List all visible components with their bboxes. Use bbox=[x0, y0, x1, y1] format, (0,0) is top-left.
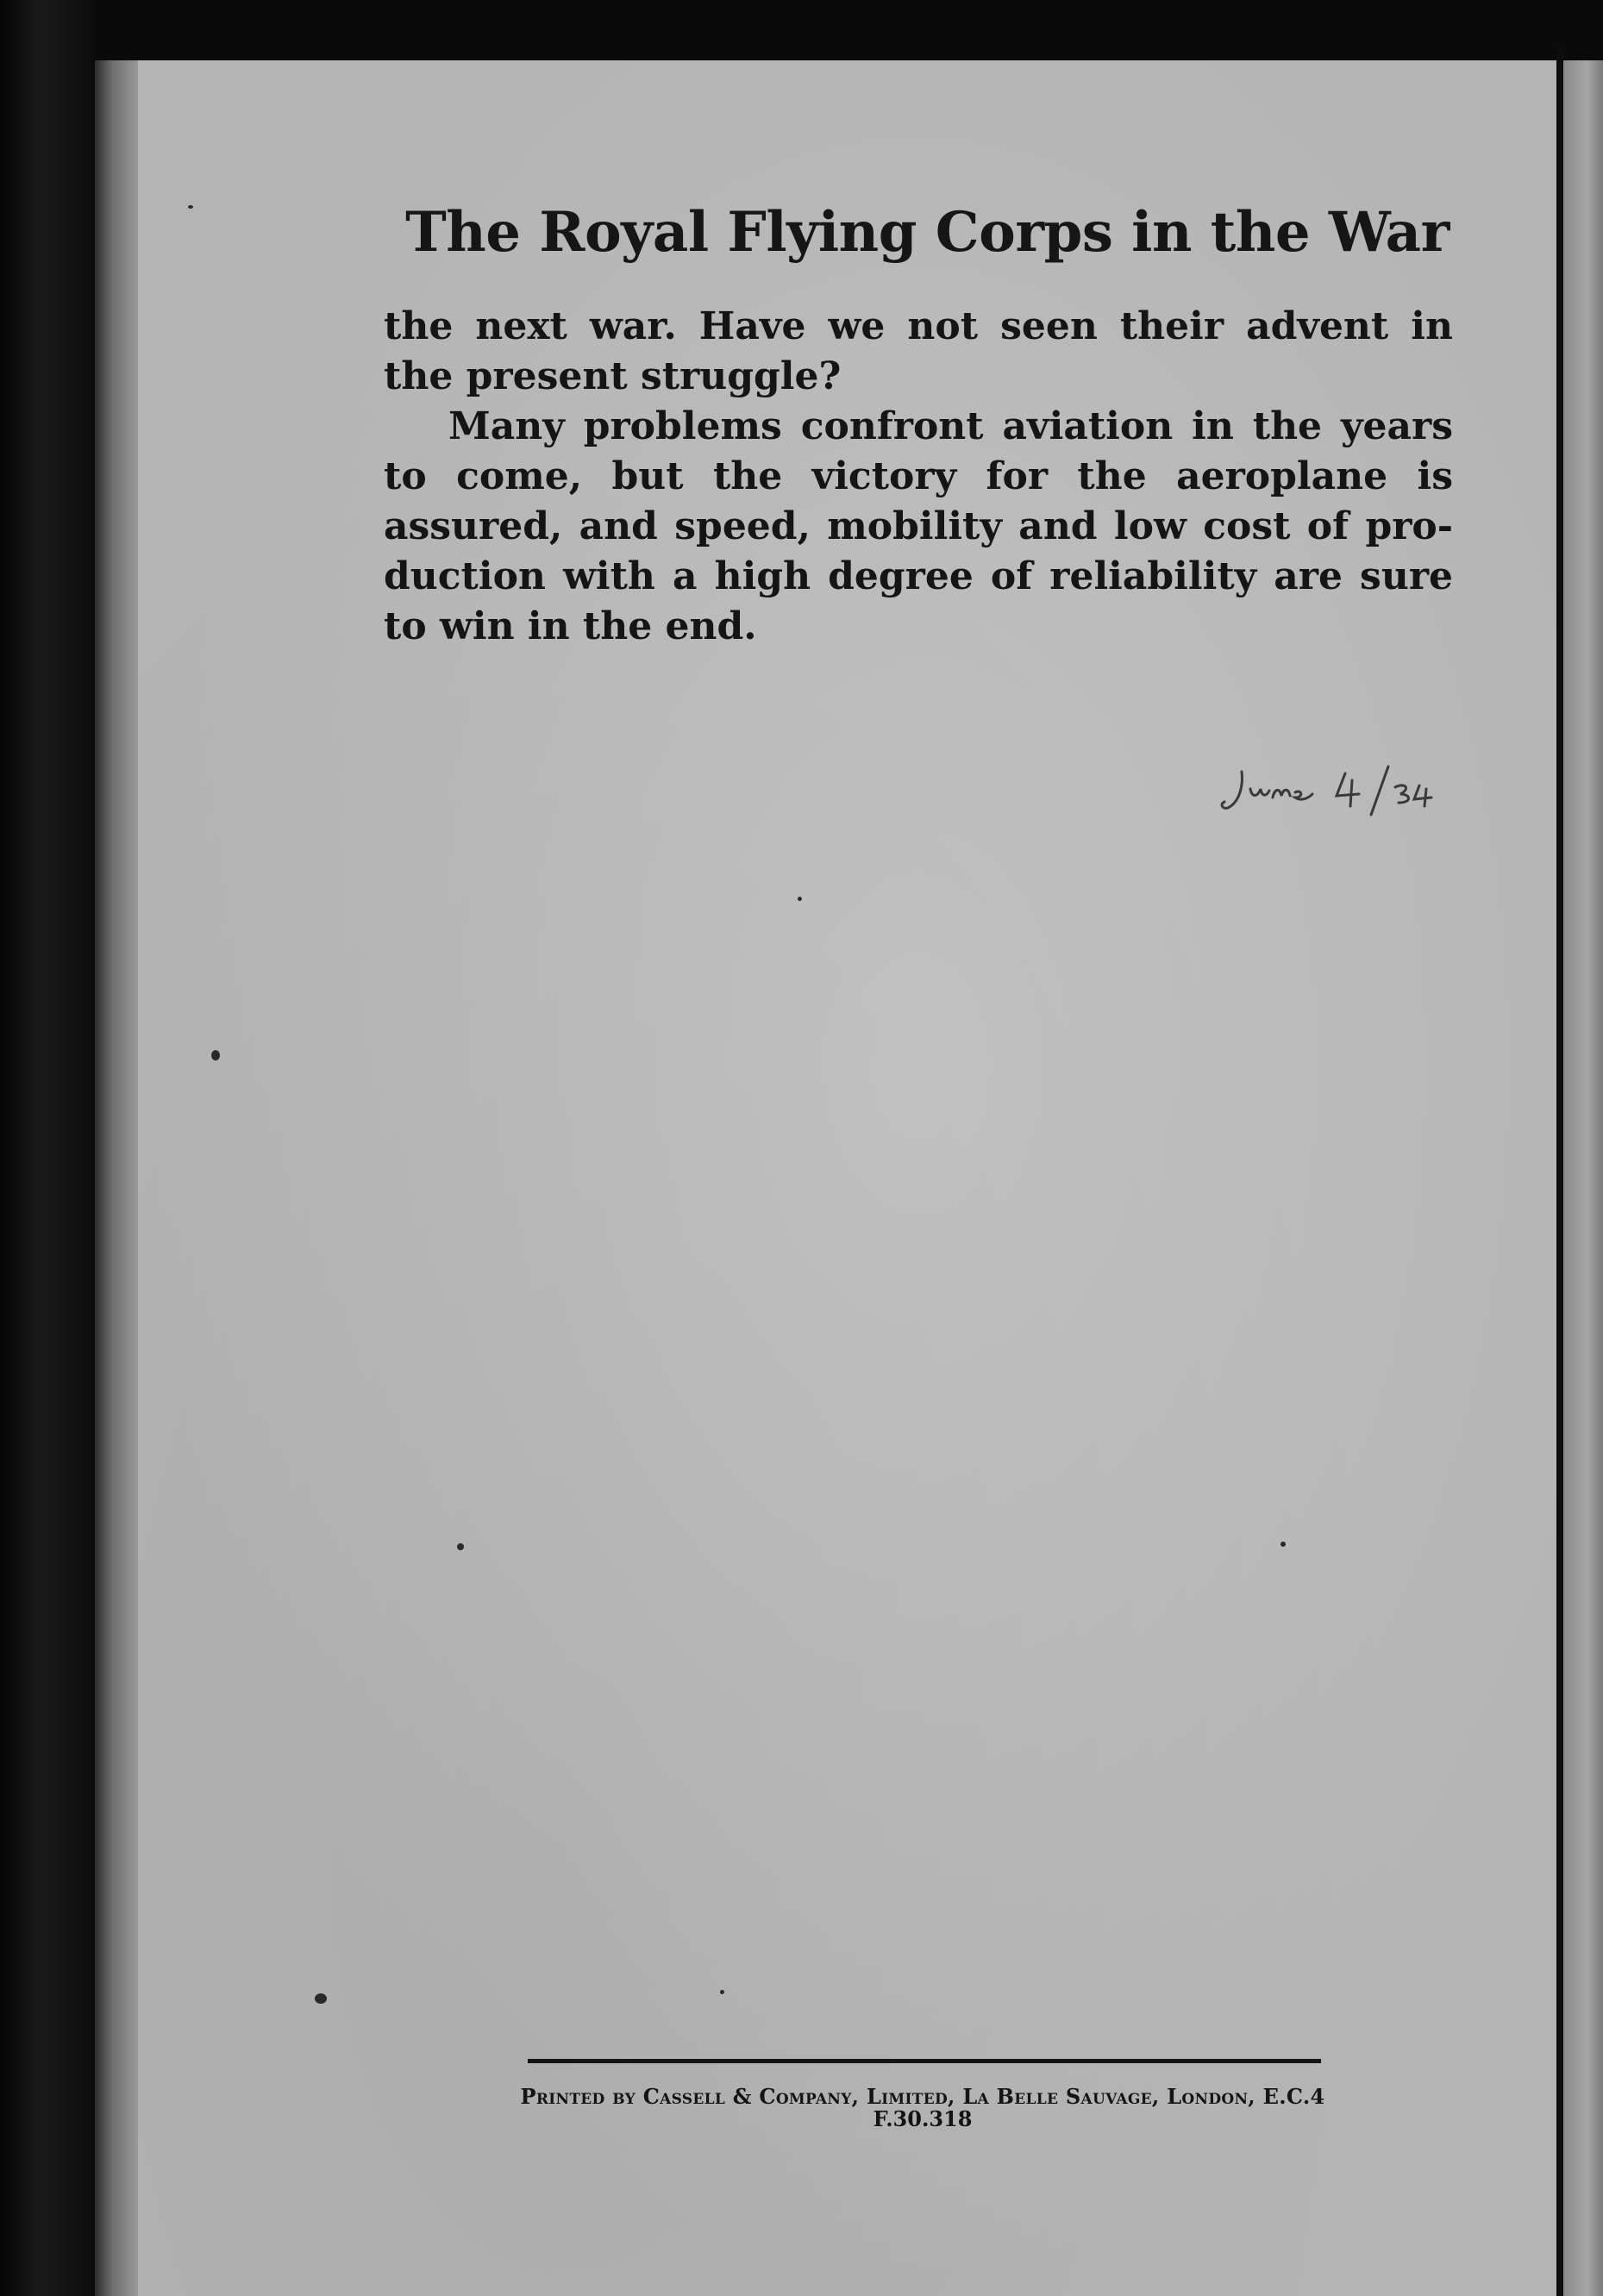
scan-top-border bbox=[0, 0, 1603, 60]
handwriting-signature-image bbox=[1216, 754, 1457, 823]
body-line: to win in the end. bbox=[384, 604, 757, 648]
paper-speck bbox=[798, 897, 802, 901]
printer-code: F.30.318 bbox=[873, 2106, 973, 2131]
paper-speck bbox=[211, 1050, 220, 1060]
body-line: assured, and speed, mobility and low cost of pro- bbox=[384, 504, 1453, 548]
paper-speck bbox=[315, 1993, 327, 2004]
body-line: duction with a high degree of reliability are sure bbox=[384, 554, 1453, 598]
paper-speck bbox=[188, 205, 193, 209]
imprint-rule bbox=[528, 2059, 1321, 2063]
paragraph-first-line: Many problems confront aviation in the years bbox=[448, 404, 1453, 448]
body-text bbox=[384, 302, 1453, 652]
paper-speck bbox=[720, 1990, 724, 1994]
paper-speck bbox=[457, 1543, 464, 1550]
body-line: the present struggle? bbox=[384, 354, 842, 398]
facing-page-edge bbox=[1563, 60, 1603, 2296]
paper-speck bbox=[1281, 1542, 1286, 1547]
running-head: The Royal Flying Corps in the War bbox=[405, 200, 1450, 265]
body-line: the next war. Have we not seen their advent in bbox=[384, 304, 1453, 348]
body-line: to come, but the victory for the aeroplane is bbox=[384, 454, 1453, 498]
facing-page-gutter bbox=[1556, 47, 1563, 2296]
scan-left-border bbox=[0, 0, 95, 2296]
handwritten-date-note bbox=[1216, 754, 1457, 823]
printer-imprint: Printed by Cassell & Company, Limited, La Belle Sauvage, London, E.C.4 bbox=[520, 2084, 1325, 2109]
